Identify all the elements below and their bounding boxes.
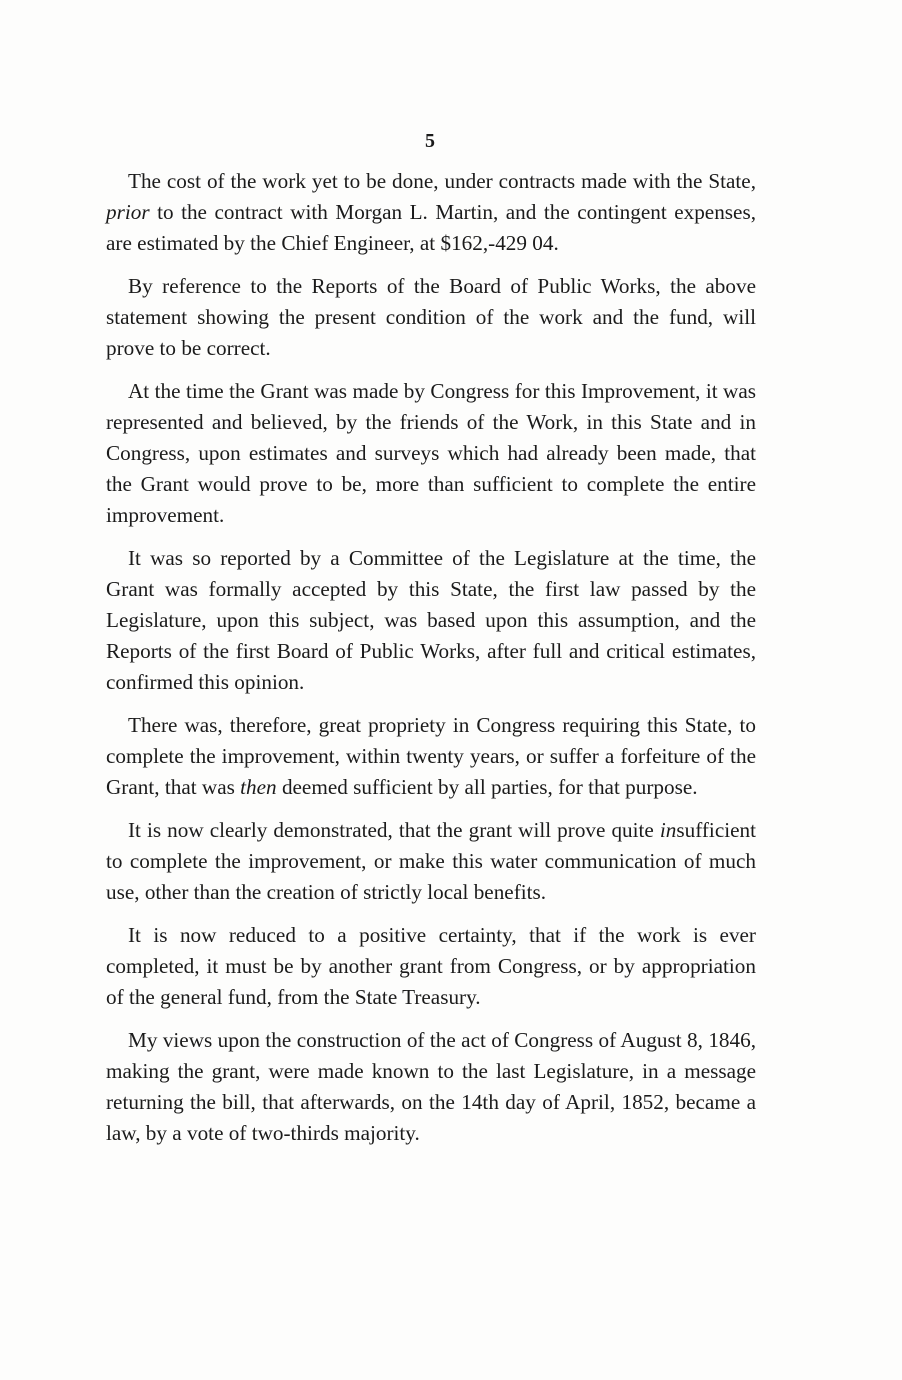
emphasis-text: prior	[106, 200, 150, 224]
paragraph-text: sufficient to complete the improvement, or make this water communication of much use, other than the creation of strictly local benefits.	[106, 818, 756, 904]
paragraph-board-reports	[106, 271, 756, 364]
body-text	[106, 166, 756, 1161]
page-number: 5	[425, 130, 435, 152]
paragraph-text: At the time the Grant was made by Congress for this Improvement, it was represented and believed, by the friends of the Work, in this State and in Congress, upon estimates and surveys which had already been made, that the Grant would prove to be, more than sufficient to complete the entire improvement.	[106, 379, 756, 527]
paragraph-text: My views upon the construction of the act of Congress of August 8, 1846, making the grant, were made known to the last Legislature, in a message returning the bill, that afterwards, on the 14th day of April, 1852, became a law, by a vote of two-thirds majority.	[106, 1028, 756, 1145]
emphasis-text: then	[240, 775, 277, 799]
paragraph-grant-history	[106, 376, 756, 531]
paragraph-text: It is now clearly demonstrated, that the grant will prove quite	[128, 818, 660, 842]
paragraph-text: The cost of the work yet to be done, under contracts made with the State,	[128, 169, 756, 193]
paragraph-text: It is now reduced to a positive certainty, that if the work is ever completed, it must be by another grant from Congress, or by appropriation of the general fund, from the State Treasury.	[106, 923, 756, 1009]
paragraph-text: By reference to the Reports of the Board of Public Works, the above statement showing the present condition of the work and the fund, will prove to be correct.	[106, 274, 756, 360]
paragraph-views	[106, 1025, 756, 1149]
paragraph-insufficiency	[106, 815, 756, 908]
paragraph-cost-estimate	[106, 166, 756, 259]
paragraph-congress-requirement	[106, 710, 756, 803]
emphasis-text: in	[659, 818, 677, 842]
paragraph-committee-report	[106, 543, 756, 698]
paragraph-text: There was, therefore, great propriety in Congress requiring this State, to complete the improvement, within twenty years, or suffer a forfeiture of the Grant, that was	[106, 713, 756, 799]
paragraph-text: It was so reported by a Committee of the Legislature at the time, the Grant was formally accepted by this State, the first law passed by the Legislature, upon this subject, was based upon this assumption, and the Reports of the first Board of Public Works, after full and critical estimates, confirmed this opinion.	[106, 546, 756, 694]
paragraph-certainty	[106, 920, 756, 1013]
paragraph-text: deemed sufficient by all parties, for that purpose.	[276, 775, 698, 799]
paragraph-text: to the contract with Morgan L. Martin, and the contingent expenses, are estimated by the Chief Engineer, at $162,-429 04.	[106, 200, 756, 255]
